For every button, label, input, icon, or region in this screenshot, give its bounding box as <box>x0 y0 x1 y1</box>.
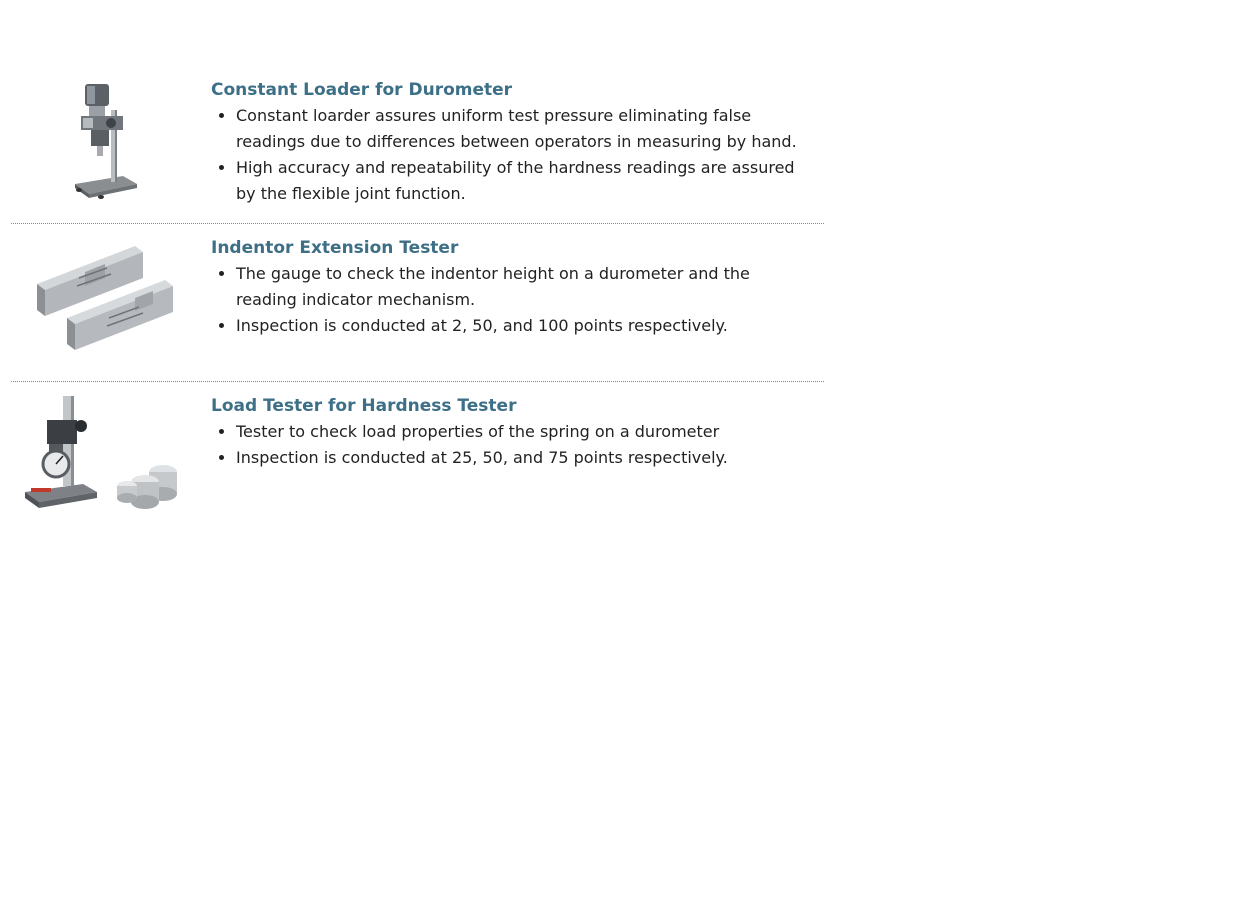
feature-item: • Tester to check load properties of the spring on a durometer <box>236 419 824 445</box>
feature-item: • High accuracy and repeatability of the hardness readings are assured by the flexible joint function. <box>236 155 824 207</box>
product-row-indentor-extension-tester <box>11 224 824 382</box>
feature-list <box>211 103 824 207</box>
product-title: Indentor Extension Tester <box>211 238 459 258</box>
feature-list <box>211 419 824 471</box>
product-row-load-tester <box>11 382 824 532</box>
product-title: Constant Loader for Durometer <box>211 80 513 100</box>
indentor-gauge-blocks-image <box>35 238 175 358</box>
product-row-constant-loader <box>11 72 824 224</box>
product-info <box>211 72 824 223</box>
feature-item: • Inspection is conducted at 2, 50, and 100 points respectively. <box>236 313 824 339</box>
constant-loader-image <box>71 80 141 200</box>
feature-item: • Inspection is conducted at 25, 50, and 75 points respectively. <box>236 445 824 471</box>
load-tester-image <box>23 392 183 516</box>
feature-item: • The gauge to check the indentor height on a durometer and the reading indicator mechanism. <box>236 261 824 313</box>
product-image <box>11 382 211 532</box>
product-title: Load Tester for Hardness Tester <box>211 396 517 416</box>
product-list <box>11 72 824 532</box>
feature-item: • Constant loarder assures uniform test pressure eliminating false readings due to differences between operators in measuring by hand. <box>236 103 824 155</box>
product-image <box>11 224 211 381</box>
feature-list <box>211 261 824 339</box>
product-info <box>211 382 824 532</box>
product-image <box>11 72 211 223</box>
product-info <box>211 224 824 381</box>
